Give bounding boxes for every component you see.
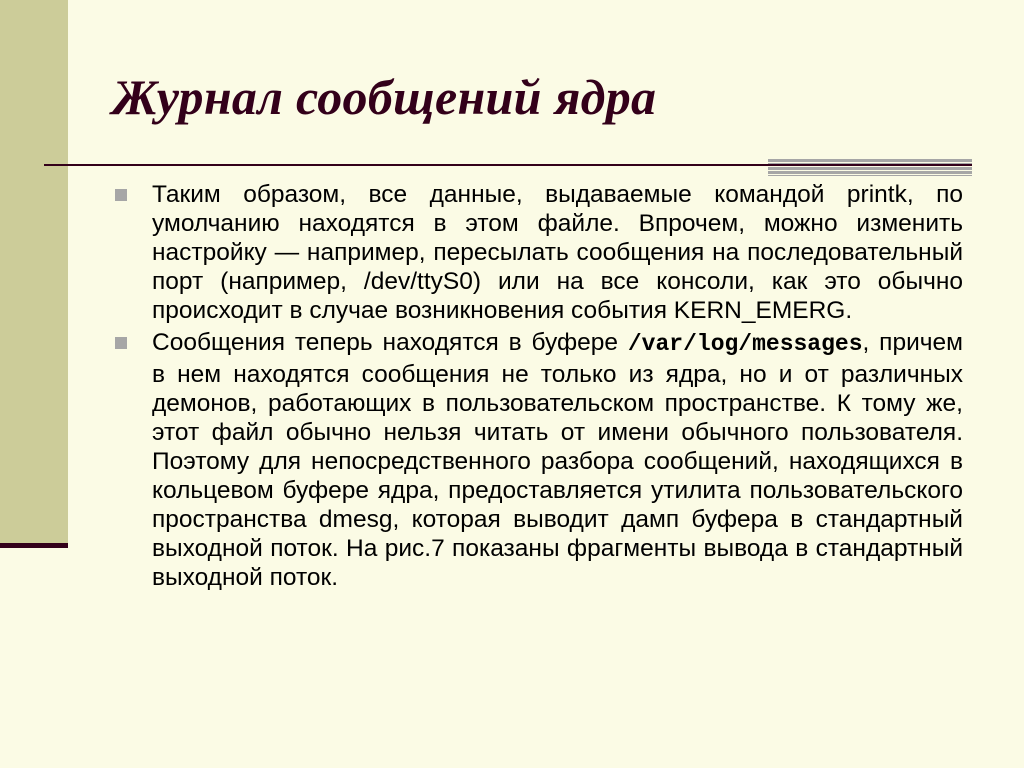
- title-rule-accent: [768, 159, 972, 176]
- code-path: /var/log/messages: [627, 331, 863, 358]
- bullet-text-after: , причем в нем находятся сообщения не только из ядра, но и от различных демонов, работающих в пользовательском пространстве. К тому же, этот файл обычно нельзя читать от имени обычного пользователя. Поэтому для непосредственного разбора сообщений, находящихся в кольцевом буфере ядра, предоставляется утилита пользовательского пространства dmesg, которая выводит дамп буфера в стандартный выходной поток. На рис.7 показаны фрагменты вывода в стандартный выходной поток.: [152, 329, 963, 592]
- left-decor-band: [0, 0, 68, 545]
- slide-title: Журнал сообщений ядра: [112, 69, 657, 125]
- title-rule: [44, 164, 972, 166]
- bullet-item-1: [114, 180, 963, 325]
- bullet-item-2: [114, 328, 963, 592]
- left-decor-line: [0, 543, 68, 548]
- square-bullet-icon: [115, 189, 127, 201]
- bullet-text-before: Сообщения теперь находятся в буфере: [152, 329, 628, 357]
- bullet-text: Таким образом, все данные, выдаваемые командой printk, по умолчанию находятся в этом файле. Впрочем, можно изменить настройку — например, пересылать сообщения на последовательный порт (например, /dev/ttyS0) или на все консоли, как это обычно происходит в случае возникновения события KERN_EMERG.: [152, 181, 963, 325]
- square-bullet-icon: [115, 337, 127, 349]
- slide-content: [114, 180, 963, 595]
